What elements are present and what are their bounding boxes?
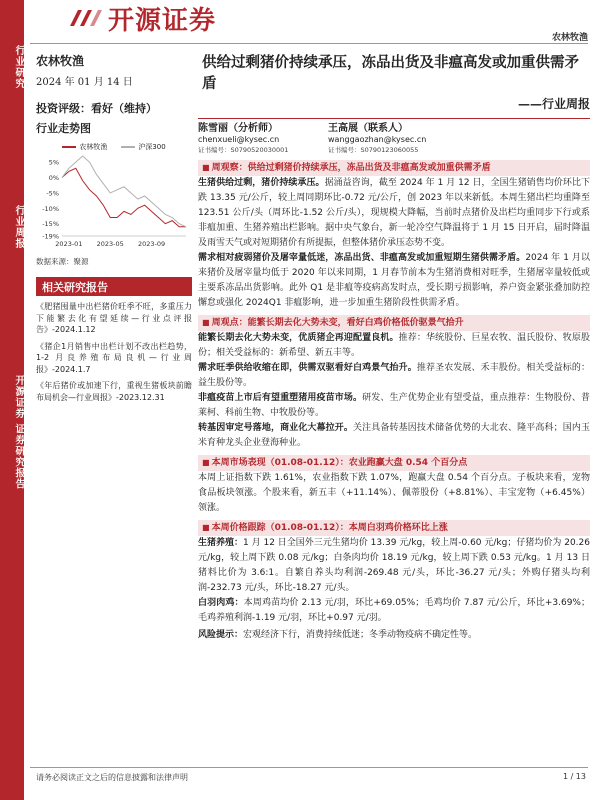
left-column	[36, 48, 192, 403]
y-tick-label: -5%	[46, 189, 59, 198]
analyst-card	[328, 123, 458, 156]
analyst-cert: 证书编号：S0790123060055	[328, 146, 419, 154]
related-report-item[interactable]: 《肥猪囤量中出栏猪价旺季不旺，多重压力下能繁去化有望延续—行业点评报告》-2024.1.12	[36, 302, 192, 334]
y-tick-label: -19%	[42, 232, 59, 241]
paragraph-text: 推荐圣农发展、禾丰股份。相关受益标的：益生股份等。	[198, 363, 590, 388]
header-divider	[30, 43, 588, 44]
section-header	[198, 160, 590, 176]
analyst-name: 王高展（联系人）	[328, 123, 408, 134]
risk-text: 宏观经济下行，消费持续低迷；冬季动物疫病不确定性等。	[243, 630, 478, 640]
logo-mark-icon	[68, 6, 102, 30]
strip-label-brand: 开源证券 证券研究报告	[13, 375, 24, 490]
analyst-block	[198, 118, 590, 156]
legend-label-sector: 农林牧渔	[79, 143, 108, 151]
chart-legend	[36, 142, 192, 152]
bullet-icon: ■	[202, 163, 210, 172]
paragraph-text: 研发、生产优势企业有望受益，重点推荐：生物股份、普莱柯、科前生物、中牧股份等。	[198, 393, 590, 418]
section-header	[198, 520, 590, 536]
analyst-email[interactable]: wanggaozhan@kysec.cn	[328, 135, 427, 144]
section-header	[198, 455, 590, 471]
paragraph-lead: 需求相对疲弱猪价及屠宰量低迷，冻品出货、非瘟高发或加重短期生猪供需矛盾。	[198, 253, 526, 263]
risk-paragraph	[198, 628, 590, 643]
related-reports-header	[36, 277, 192, 296]
bullet-icon: ■	[202, 523, 210, 532]
page-number: 1 / 13	[562, 772, 586, 781]
paragraph-text: 据涌益咨询，截至 2024 年 1 月 12 日，全国生猪销售均价环比下跌 13.35 元/公斤，较上周同期环比-0.72 元/公斤，创 2023 年以来新低。本周生猪出栏均重降至 123.51 公斤/头（周环比-1.52 公斤/头），现规模大降幅，当前时点猪价及出栏均重同步下行或系非瘟加重、生猪养殖出栏影响。据中央气象台，新一轮冷空气降温将于 1 月 15 日开启，届时降温及雨雪天气或对短期猪价有所提振，但整体猪价承压态势不变。	[198, 178, 590, 248]
bullet-icon: ■	[202, 458, 210, 467]
paragraph-lead: 非瘟疫苗上市后有望重塑猪用疫苗市场。	[198, 393, 363, 403]
legend-item-sector	[62, 142, 107, 152]
analyst-name: 陈雪丽（分析师）	[198, 123, 278, 134]
sector-name: 农林牧渔	[36, 54, 85, 68]
section-header-text: 本周价格跟踪（01.08-01.12）：本周白羽鸡价格环比上涨	[211, 523, 448, 533]
analyst-card	[198, 123, 328, 156]
paragraph-lead: 白羽肉鸡：	[198, 598, 244, 608]
company-logo	[68, 0, 216, 36]
chart-source: 数据来源：聚源	[36, 257, 89, 266]
trend-chart-title: 行业走势图	[36, 122, 91, 135]
paragraph-text: 关注具备转基因技术储备优势的大北农、隆平高科；国内玉米育种龙头企业登海种业。	[198, 423, 590, 448]
paragraph	[198, 391, 590, 421]
section-header-text: 周观点：能繁长期去化大势未变，看好白鸡价格低价驱景气拾升	[211, 318, 464, 328]
section-header-text: 本周市场表现（01.08-01.12）：农业跑赢大盘 0.54 个百分点	[211, 458, 468, 468]
paragraph	[198, 471, 590, 516]
strip-label-research: 行业研究	[13, 45, 24, 89]
header-sector-tag: 农林牧渔	[551, 33, 588, 43]
section-header-text: 周观察：供给过剩猪价持续承压，冻品出货及非瘟高发或加重供需矛盾	[211, 163, 491, 173]
logo-text: 开源证券	[108, 5, 217, 36]
paragraph-lead: 转基因审定号落地，商业化大幕拉开。	[198, 423, 354, 433]
analyst-cert: 证书编号：S0790520030001	[198, 146, 289, 154]
paragraph	[198, 251, 590, 311]
series-line-1	[62, 156, 186, 227]
side-strip	[0, 0, 24, 800]
paragraph	[198, 361, 590, 391]
chart-plot	[36, 152, 192, 252]
risk-lead: 风险提示：	[198, 630, 244, 640]
analyst-email[interactable]: chenxueli@kysec.cn	[198, 135, 280, 144]
investment-rating: 投资评级：看好（维持）	[36, 102, 157, 115]
footer-divider	[30, 767, 588, 768]
legend-item-index	[121, 142, 165, 152]
paragraph-lead: 生猪供给过剩，猪价持续承压。	[198, 178, 325, 188]
report-subtitle: ——行业周报	[517, 97, 590, 111]
paragraph-lead: 能繁长期去化大势未变，优质猪企再迎配置良机。	[198, 333, 399, 343]
report-date: 2024 年 01 月 14 日	[36, 77, 133, 88]
y-tick-label: 5%	[48, 158, 59, 167]
related-report-item[interactable]: 《猪企1月销售中出栏计划不改出栏趋势，1-2 月良养殖布局良机—行业周报》-2024.1.7	[36, 341, 192, 374]
report-title: 供给过剩猪价持续承压，冻品出货及非瘟高发或加重供需矛盾	[202, 54, 579, 92]
paragraph-text: 本周上证指数下跌 1.61%，农业指数下跌 1.07%，跑赢大盘 0.54 个百分点。子板块来看，宠物食品板块领涨。个股来看，新五丰（+11.14%）、佩蒂股份（+8.81%）、丰宝宠物（+6.45%）领涨。	[198, 473, 590, 513]
legend-label-index: 沪深300	[138, 143, 166, 151]
series-line-0	[62, 168, 186, 226]
y-tick-label: -15%	[42, 220, 59, 229]
paragraph	[198, 596, 590, 626]
section-header	[198, 315, 590, 331]
paragraph-lead: 需求旺季供给收缩在即，供需双驱看好白鸡景气抬升。	[198, 363, 417, 373]
x-tick-label: 2023-01	[55, 240, 83, 248]
related-reports-title: 相关研究报告	[42, 280, 108, 294]
x-tick-label: 2023-05	[96, 240, 124, 248]
main-content	[198, 48, 590, 643]
footer-disclaimer[interactable]: 请务必阅读正文之后的信息披露和法律声明	[36, 773, 188, 782]
bullet-icon: ■	[202, 318, 210, 327]
trend-chart	[36, 142, 192, 254]
paragraph-text: 2024 年 1 月以来猪价及屠宰量均低于 2020 年以来同期，1 月春节前本为生猪消费相对旺季，生猪屠宰量较低或主要系冻品出货影响。此外 Q1 是非瘟等疫病高发时点，受长期亏损影响，养户资金紧张叠加防控懈怠或强化 2024Q1 非瘟影响，进一步加重生猪阶段性供需矛盾。	[198, 253, 590, 308]
paragraph-text: 1 月 12 日全国外三元生猪均价 13.39 元/kg，较上周-0.60 元/kg；仔猪均价为 20.26 元/kg，较上周下跌 0.08 元/kg；白条肉均价 18.19 元/kg，较上周下跌 0.53 元/kg。1 月 13 日猪料比价为 3.6:1。自繁自养头均利润-269.48 元/头，环比-36.27 元/头；外购仔猪头均利润-232.73 元/头，环比-18.27 元/头。	[198, 538, 590, 593]
paragraph-text: 本周鸡苗均价 2.13 元/羽，环比+69.05%；毛鸡均价 7.87 元/公斤，环比+3.69%；毛鸡养殖利润-1.19 元/羽，环比+0.97 元/羽。	[198, 598, 590, 623]
related-report-item[interactable]: 《年后猪价或加速下行，重视生猪板块前瞻布局机会—行业周报》-2023.12.31	[36, 381, 192, 402]
strip-label-weekly: 行业周报	[13, 205, 24, 249]
paragraph-text: 推荐：华统股份、巨星农牧、温氏股份、牧原股份；相关受益标的：新希望、新五丰等。	[198, 333, 590, 358]
paragraph-lead: 生猪养殖：	[198, 538, 244, 548]
paragraph	[198, 536, 590, 596]
x-tick-label: 2023-09	[137, 240, 166, 248]
paragraph	[198, 176, 590, 251]
y-tick-label: -10%	[42, 204, 59, 213]
y-tick-label: 0%	[48, 174, 59, 183]
paragraph	[198, 421, 590, 451]
paragraph	[198, 331, 590, 361]
